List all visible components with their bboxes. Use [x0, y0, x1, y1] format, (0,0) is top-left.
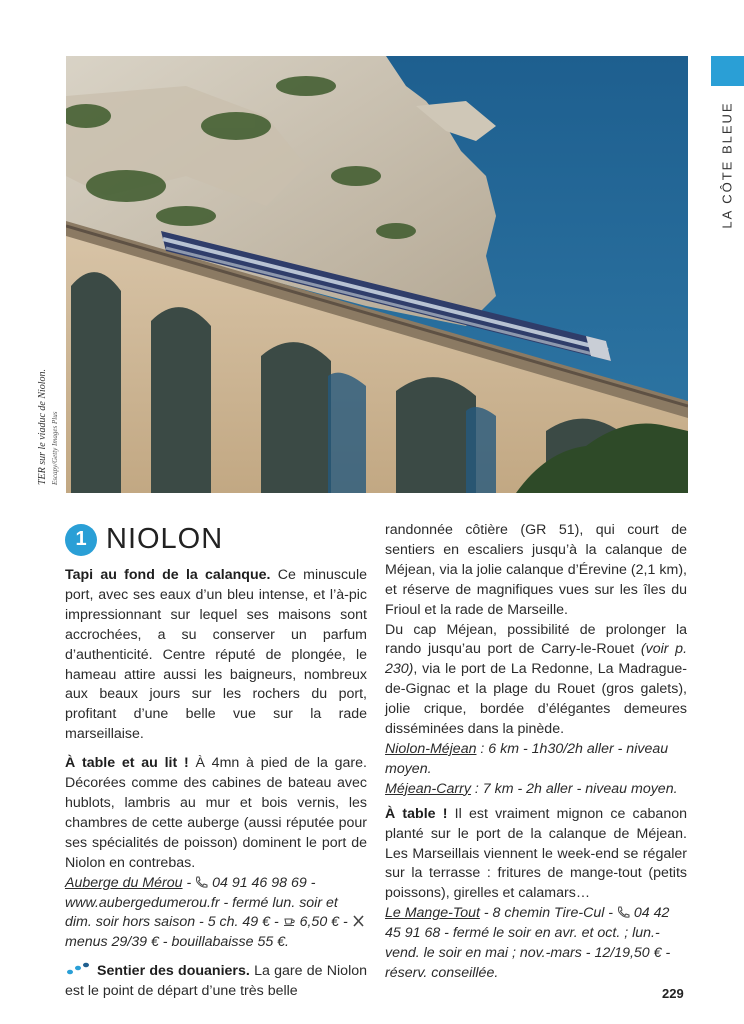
mange-details: - fermé le soir en avr. et oct. ; lun.-vend. le soir en mai ; nov.-mars - 12/19,50 € - réserv. conseillée. — [385, 925, 671, 981]
sentier-paragraph — [65, 962, 367, 1002]
mange-tout-info: Le Mange-Tout - 8 chemin Tire-Cul - 04 42 45 91 68 - fermé le soir en avr. et oct. ; lun.-vend. le soir en mai ; nov.-mars - 12/19,50 € - réserv. conseillée. — [385, 905, 671, 981]
breakfast-cup-icon — [283, 915, 296, 927]
auberge-info: Auberge du Mérou - 04 91 46 98 69 - www.aubergedumerou.fr - fermé lun. soir et dim. soir hors saison - 5 ch. 49 € - 6,50 € - menus 29/39 € - bouillabaisse 55 €. — [65, 874, 367, 954]
page-reference: (voir p. 230) — [385, 641, 688, 678]
section-tab-marker — [711, 56, 744, 86]
mange-name: Le Mange-Tout — [385, 905, 480, 922]
auberge-menus: menus 29/39 € - bouillabaisse 55 €. — [65, 934, 289, 951]
table2-paragraph — [385, 805, 687, 905]
table-paragraph — [65, 754, 367, 873]
left-column — [65, 520, 367, 1002]
entry-number-badge: 1 — [65, 524, 97, 556]
intro-text: Ce minuscule port, avec ses eaux d’un bleu intense, et l’à-pic impressionnant sur lequel ses maisons sont accrochées, a su conserver un parfum d’authenticité. Centre réputé de plongée, le hameau attire aussi les baigneurs, nombreux aux beaux jours sur les rochers du port, profitant d’une belle vue sur la rade marseillaise. — [65, 567, 367, 743]
table2-text: Il est vraiment mignon ce cabanon planté sur le port de la calanque de Méjean. Les Marseillais viennent le week-end se régaler sur la terrasse : fritures de mange-tout (petits poissons), girelles et calamars… — [385, 805, 687, 902]
entry-heading — [65, 520, 367, 560]
cutlery-icon — [352, 915, 365, 927]
table2-heading: À table ! — [385, 805, 448, 822]
viaduct-photo — [66, 56, 688, 493]
viaduct-train-illustration — [66, 56, 688, 493]
intro-paragraph — [65, 566, 367, 745]
sentier-text-end: randonnée côtière (GR 51), qui court de sentiers en escaliers jusqu’à la calanque de Méjean, via la jolie calanque d’Érevine (2,1 km), et réserve de magnifiques vues sur les îles du Frioul et la rade de Marseille. — [385, 522, 687, 618]
phone-icon — [617, 906, 630, 918]
auberge-breakfast: 6,50 € - — [299, 914, 352, 931]
auberge-details: - www.aubergedumerou.fr - fermé lun. soir et dim. soir hors saison - 5 ch. 49 € - — [65, 874, 338, 931]
prolong-paragraph: Du cap Méjean, possibilité de prolonger la rando jusqu’au port de Carry-le-Rouet (voir p. 230), via le port de La Redonne, La Madrague-de-Gignac et la plage du Rouet (gros galets), jolie crique, bordée d’élégantes demeures disséminées dans la pinède. — [385, 621, 688, 738]
sentier-continuation — [385, 521, 687, 621]
sentier-heading: Sentier des douaniers. — [97, 963, 250, 980]
credit-text: Escapy/Getty Images Plus — [51, 411, 59, 485]
caption-text: TER sur le viaduc de Niolon. — [37, 368, 48, 485]
photo-caption — [34, 360, 64, 493]
intro-heading: Tapi au fond de la calanque. — [65, 567, 271, 583]
right-column — [385, 521, 687, 984]
table-heading: À table et au lit ! — [65, 755, 189, 772]
phone-icon — [195, 876, 208, 888]
section-label: LA CÔTE BLEUE — [719, 100, 735, 229]
mange-phone: 04 42 45 91 68 — [385, 905, 670, 942]
entry-title: NIOLON — [106, 523, 224, 556]
page-number: 229 — [662, 986, 684, 1001]
table-text: À 4mn à pied de la gare. Décorées comme des cabines de bateau avec hublots, lambris au mur et bois vernis, les chambres de cette auberge (aussi réputée pour ses spécialités de poisson) dominent le port de Niolon en contrebas. — [65, 755, 367, 871]
route-niolon-mejean: Niolon-Méjean : 6 km - 1h30/2h aller - niveau moyen. — [385, 740, 669, 777]
hiking-footsteps-icon — [65, 962, 91, 976]
sentier-text-start: La gare de Niolon est le point de départ d’une très belle — [65, 963, 367, 1000]
route-mejean-carry: Méjean-Carry : 7 km - 2h aller - niveau moyen. — [385, 780, 678, 797]
auberge-name: Auberge du Mérou — [65, 874, 183, 891]
auberge-phone: 04 91 46 98 69 — [212, 874, 307, 891]
